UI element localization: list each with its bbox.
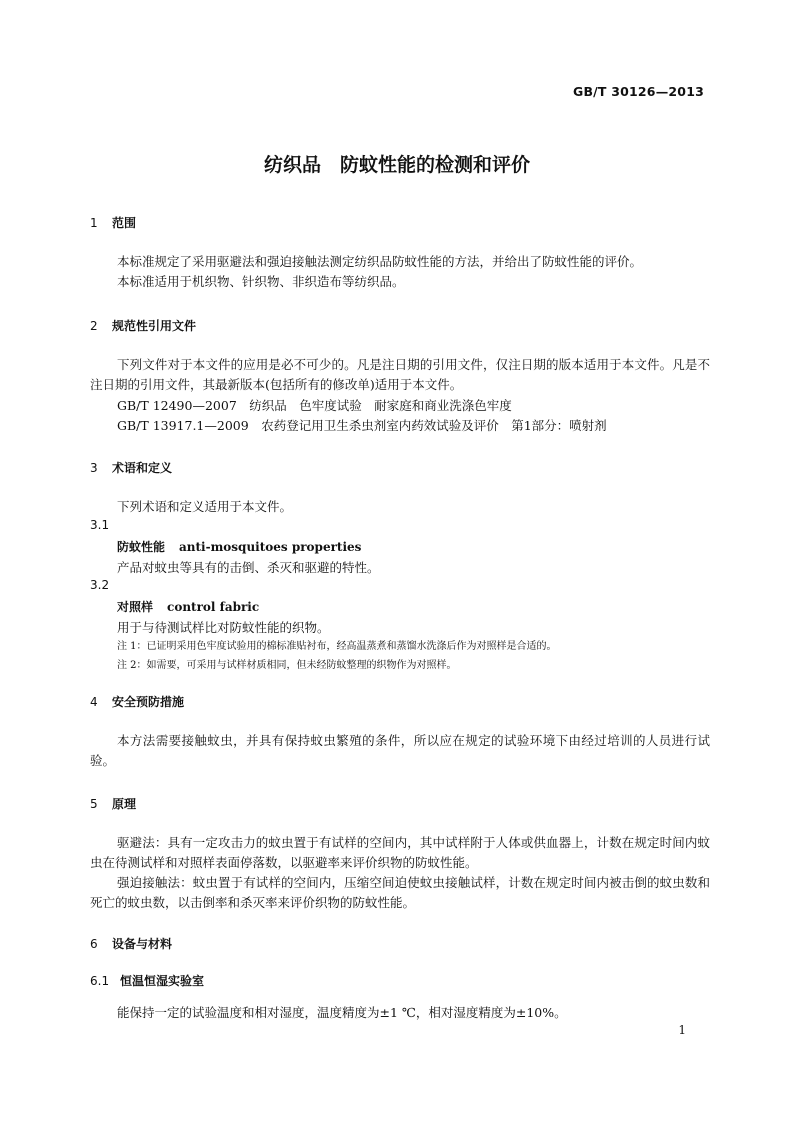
term-3-1-english: anti-mosquitoes properties	[179, 540, 362, 554]
section-2-heading	[90, 317, 196, 334]
term-3-1-chinese: 防蚊性能	[117, 540, 166, 554]
section-4-number: 4	[90, 695, 98, 709]
section-1-heading	[90, 214, 136, 231]
section-6-1-paragraph-1: 能保持一定的试验温度和相对湿度，温度精度为±1 ℃，相对湿度精度为±10%。	[117, 1005, 567, 1020]
document-title: 纺织品 防蚊性能的检测和评价	[263, 154, 530, 176]
section-1-title: 范围	[112, 216, 137, 230]
section-4-heading	[90, 693, 184, 710]
section-1-number: 1	[90, 216, 98, 230]
term-3-2-name	[117, 598, 259, 615]
section-5-title: 原理	[112, 797, 137, 811]
note-2: 注 2：如需要，可采用与试样材质相同，但未经防蚊整理的织物作为对照样。	[117, 660, 457, 671]
section-4-paragraph-1: 本方法需要接触蚊虫，并具有保持蚊虫繁殖的条件，所以应在规定的试验环境下由经过培训的人员进行试验。	[90, 733, 710, 768]
term-3-2-definition: 用于与待测试样比对防蚊性能的织物。	[117, 620, 330, 635]
term-3-1-definition: 产品对蚊虫等具有的击倒、杀灭和驱避的特性。	[117, 560, 380, 575]
section-5-paragraph-1: 驱避法：具有一定攻击力的蚊虫置于有试样的空间内，其中试样附于人体或供血器上，计数在规定时间内蚊虫在待测试样和对照样表面停落数，以驱避率来评价织物的防蚊性能。	[90, 835, 710, 870]
section-1-paragraph-1: 本标准规定了采用驱避法和强迫接触法测定纺织品防蚊性能的方法，并给出了防蚊性能的评价。	[117, 254, 643, 269]
section-6-1-number: 6.1	[90, 974, 110, 988]
section-6-1-heading	[90, 972, 204, 989]
note-1: 注 1：已证明采用色牢度试验用的棉标准贴衬布，经高温蒸煮和蒸馏水洗涤后作为对照样是合适的。	[117, 641, 557, 652]
section-6-1-title: 恒温恒湿实验室	[120, 974, 205, 988]
section-1-paragraph-2: 本标准适用于机织物、针织物、非织造布等纺织品。	[117, 274, 405, 289]
section-3-heading	[90, 459, 172, 476]
term-3-1-number: 3.1	[90, 518, 110, 532]
reference-gb-t-12490: GB/T 12490—2007 纺织品 色牢度试验 耐家庭和商业洗涤色牢度	[117, 398, 512, 413]
term-3-2-number: 3.2	[90, 578, 110, 592]
section-2-number: 2	[90, 319, 98, 333]
reference-gb-t-13917: GB/T 13917.1—2009 农药登记用卫生杀虫剂室内药效试验及评价 第1部分：喷射剂	[117, 418, 607, 433]
section-3-number: 3	[90, 461, 98, 475]
standard-code: GB/T 30126—2013	[572, 84, 704, 99]
section-2-title: 规范性引用文件	[112, 319, 197, 333]
page-number: 1	[678, 1023, 686, 1037]
term-3-2-english: control fabric	[167, 600, 260, 614]
section-2-paragraph-1: 下列文件对于本文件的应用是必不可少的。凡是注日期的引用文件，仅注日期的版本适用于本文件。凡是不注日期的引用文件，其最新版本(包括所有的修改单)适用于本文件。	[90, 357, 710, 392]
section-3-paragraph-1: 下列术语和定义适用于本文件。	[117, 499, 293, 514]
section-6-number: 6	[90, 937, 98, 951]
section-5-number: 5	[90, 797, 98, 811]
section-6-heading	[90, 935, 172, 952]
section-3-title: 术语和定义	[112, 461, 173, 475]
section-6-title: 设备与材料	[112, 937, 173, 951]
section-5-heading	[90, 795, 136, 812]
term-3-1-name	[117, 538, 361, 555]
section-4-title: 安全预防措施	[112, 695, 185, 709]
term-3-2-chinese: 对照样	[117, 600, 154, 614]
section-5-paragraph-2: 强迫接触法：蚊虫置于有试样的空间内，压缩空间迫使蚊虫接触试样，计数在规定时间内被击倒的蚊虫数和死亡的蚊虫数，以击倒率和杀灭率来评价织物的防蚊性能。	[90, 875, 710, 910]
